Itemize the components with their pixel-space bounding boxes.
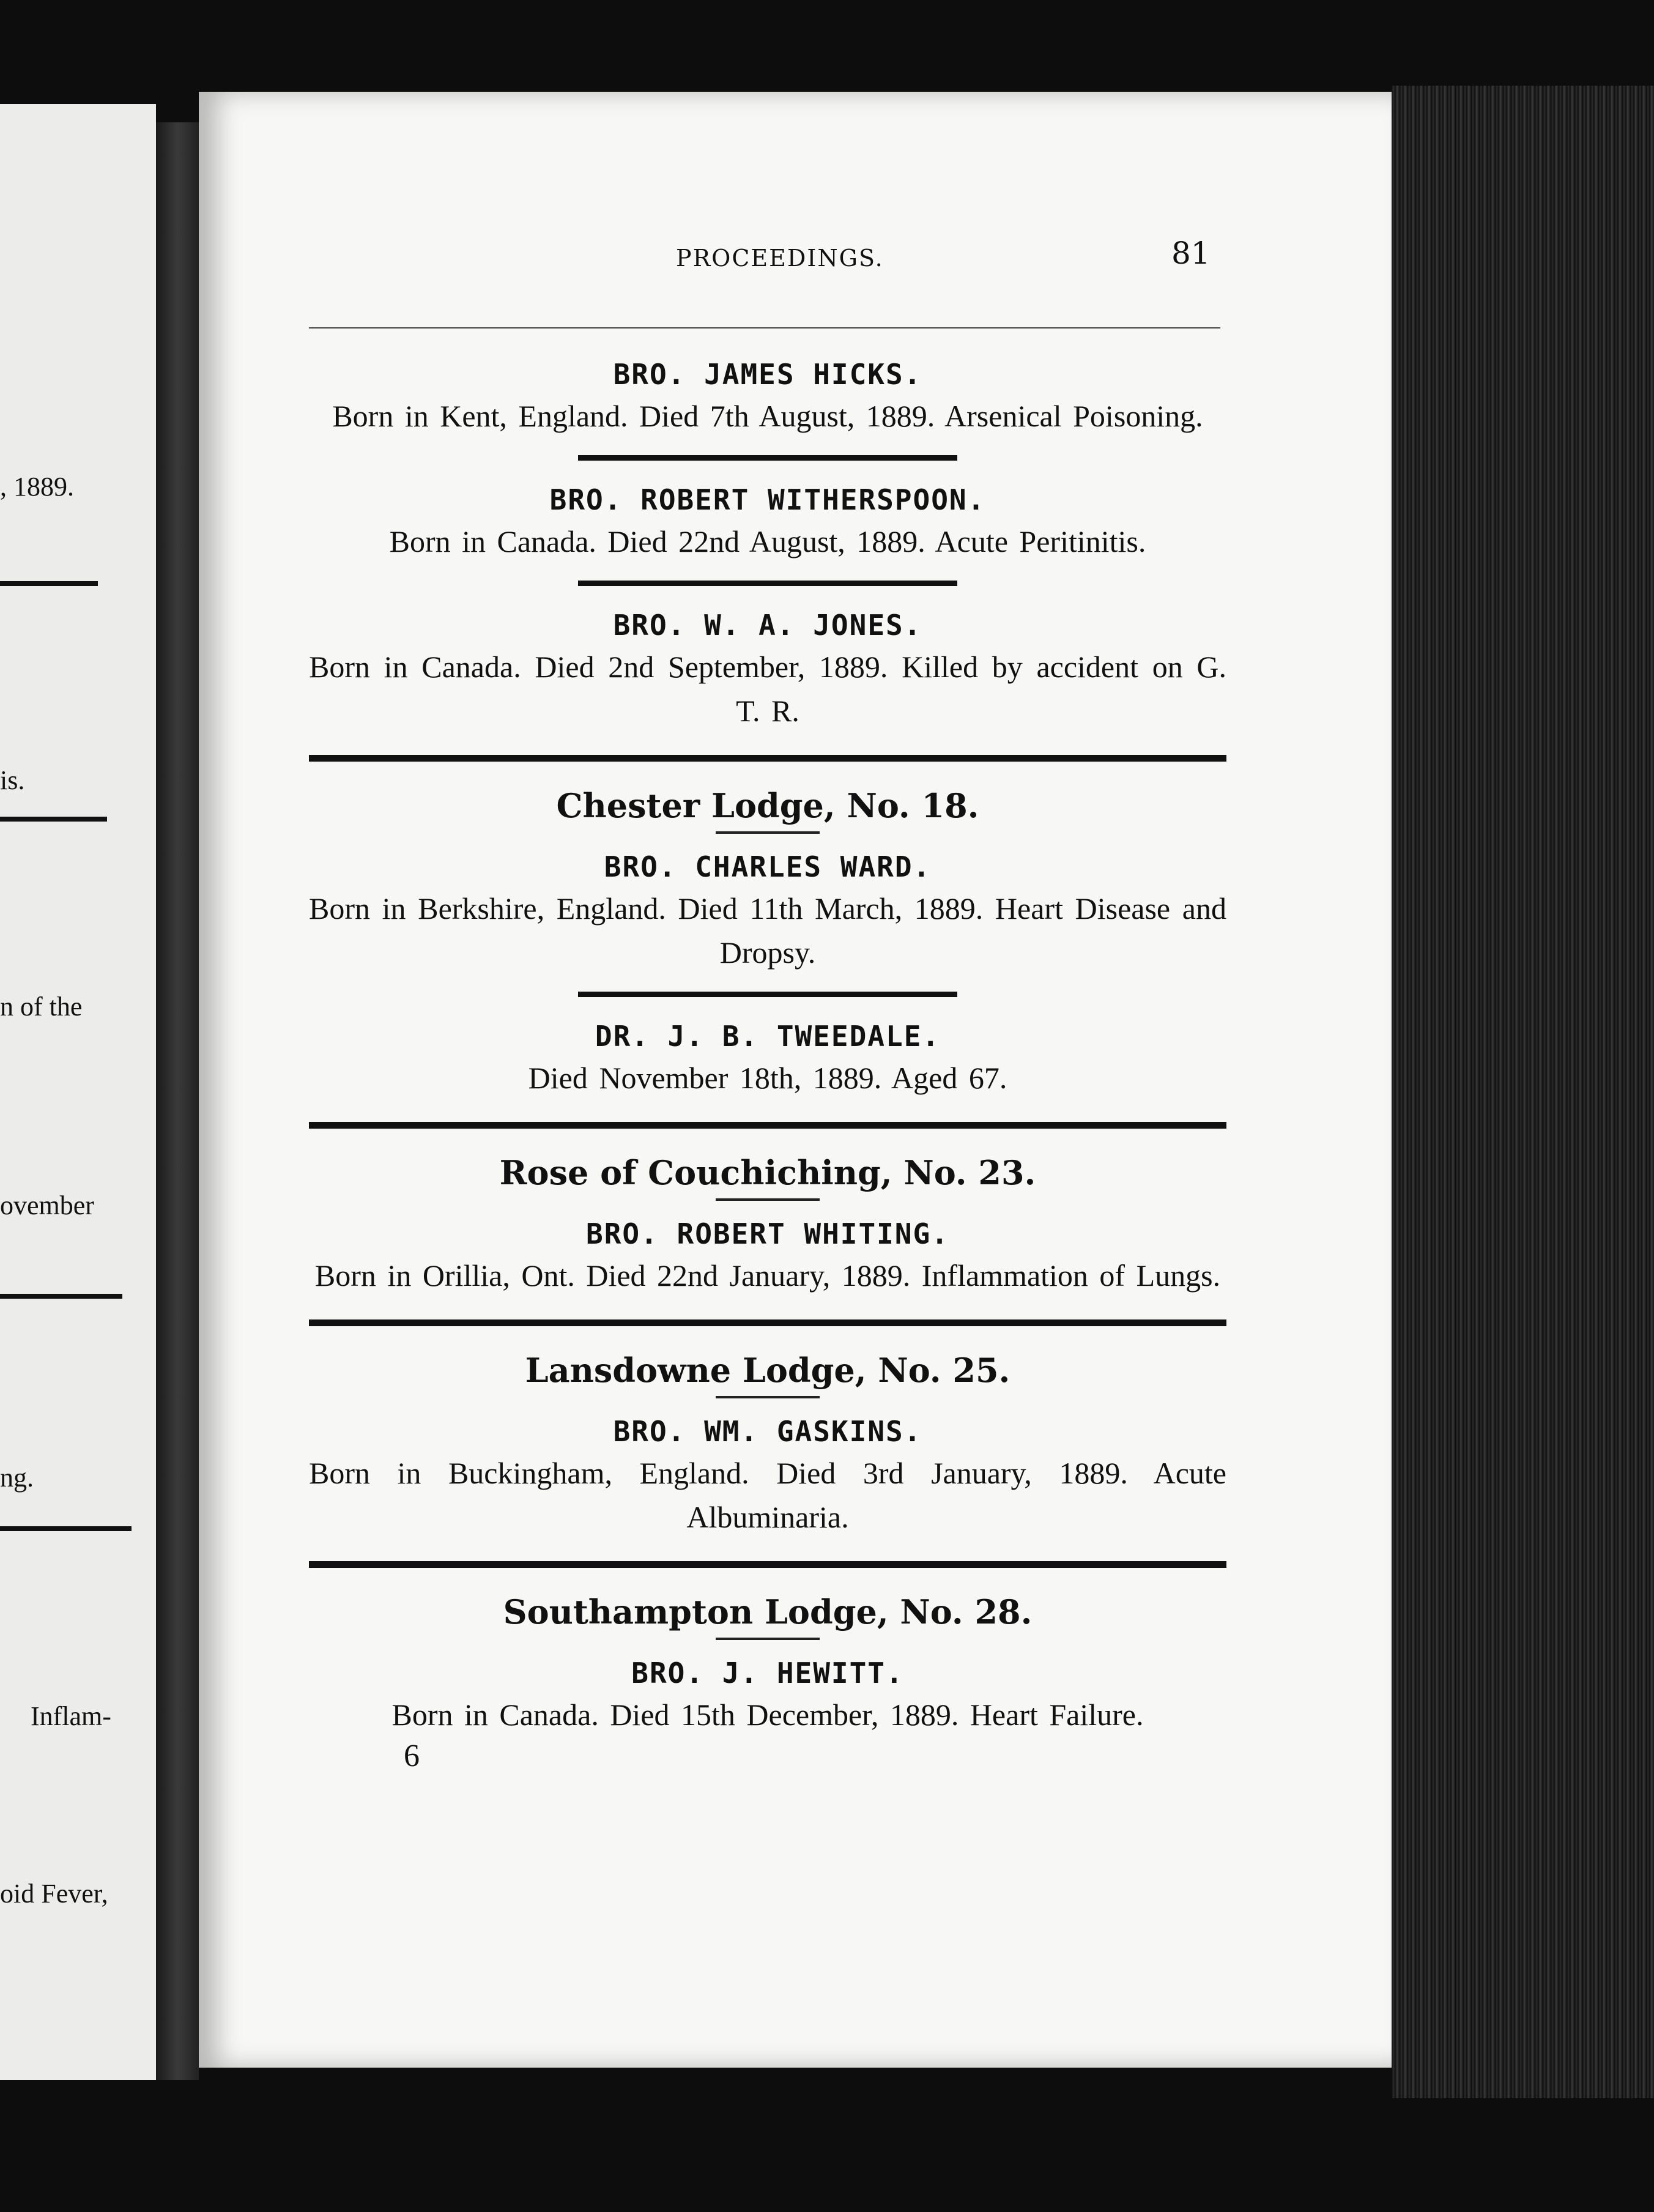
entry [309,1017,1226,1100]
entry [309,1653,1226,1737]
left-page-rule [0,581,98,586]
left-page-line: Inflam- [31,1701,111,1731]
section-separator [309,755,1226,762]
previous-page [0,104,156,2080]
title-underline [716,1638,820,1640]
book-gutter [156,122,199,2080]
left-page-rule [0,1294,122,1299]
entry-separator [578,992,957,997]
entry [309,1214,1226,1297]
entry-name: BRO. WM. GASKINS. [613,1415,922,1448]
entry-text: Born in Canada. Died 15th December, 1889. Heart Failure. [391,1698,1144,1732]
left-page-line: n of the [0,992,83,1022]
header-rule [309,327,1220,328]
lodge-section [309,784,1226,1100]
left-page-line: oid Fever, [0,1879,108,1909]
lodge-section [309,1348,1226,1539]
section-separator [309,1122,1226,1129]
section-separator [309,1319,1226,1326]
entry-name: DR. J. B. TWEEDALE. [595,1020,941,1053]
signature-mark: 6 [404,1739,420,1773]
entry [309,606,1226,733]
entry-name: BRO. ROBERT WITHERSPOON. [549,483,986,516]
lodge-section [309,1151,1226,1297]
lodge-title: Lansdowne Lodge, No. 25. [525,1351,1011,1390]
entry [309,480,1226,563]
left-page-line: ng. [0,1463,34,1493]
left-page-rule [0,817,107,822]
left-page-line: is. [0,765,25,795]
entry-text: Born in Canada. Died 22nd August, 1889. Acute Peritinitis. [389,524,1146,559]
entry [309,847,1226,974]
entry-name: BRO. ROBERT WHITING. [586,1217,949,1250]
entry-text: Born in Kent, England. Died 7th August, 1889. Arsenical Poisoning. [332,399,1203,433]
title-underline [716,1396,820,1398]
lodge-title: Chester Lodge, No. 18. [556,786,979,825]
title-underline [716,831,820,834]
entry-name: BRO. CHARLES WARD. [604,850,932,883]
entry-separator [578,581,957,586]
entry [309,1412,1226,1539]
left-page-line: ovember [0,1190,94,1220]
entry-text: Died November 18th, 1889. Aged 67. [528,1061,1007,1095]
entry-name: BRO. JAMES HICKS. [613,358,922,391]
page-number: 81 [1171,236,1211,271]
entry-text: Born in Buckingham, England. Died 3rd January, 1889. Acute Albuminaria. [309,1456,1226,1534]
entry-name: BRO. W. A. JONES. [613,609,922,642]
entry-text: Born in Orillia, Ont. Died 22nd January, 1889. Inflammation of Lungs. [314,1258,1221,1293]
left-page-rule [0,1526,132,1531]
lodge-section [309,1590,1226,1737]
entry [309,355,1226,438]
page-edges [1392,86,1654,2098]
running-head: PROCEEDINGS. [676,245,884,272]
title-underline [716,1198,820,1201]
lodge-title: Rose of Couchiching, No. 23. [499,1153,1036,1192]
entry-text: Born in Canada. Died 2nd September, 1889. Killed by accident on G. T. R. [309,650,1226,728]
section-separator [309,1561,1226,1568]
book-page [199,92,1392,2068]
entry-name: BRO. J. HEWITT. [631,1657,904,1690]
left-page-line: , 1889. [0,472,74,502]
entry-separator [578,455,957,461]
entry-text: Born in Berkshire, England. Died 11th March, 1889. Heart Disease and Dropsy. [309,891,1226,970]
page-content [309,355,1226,1776]
lodge-title: Southampton Lodge, No. 28. [503,1592,1033,1631]
